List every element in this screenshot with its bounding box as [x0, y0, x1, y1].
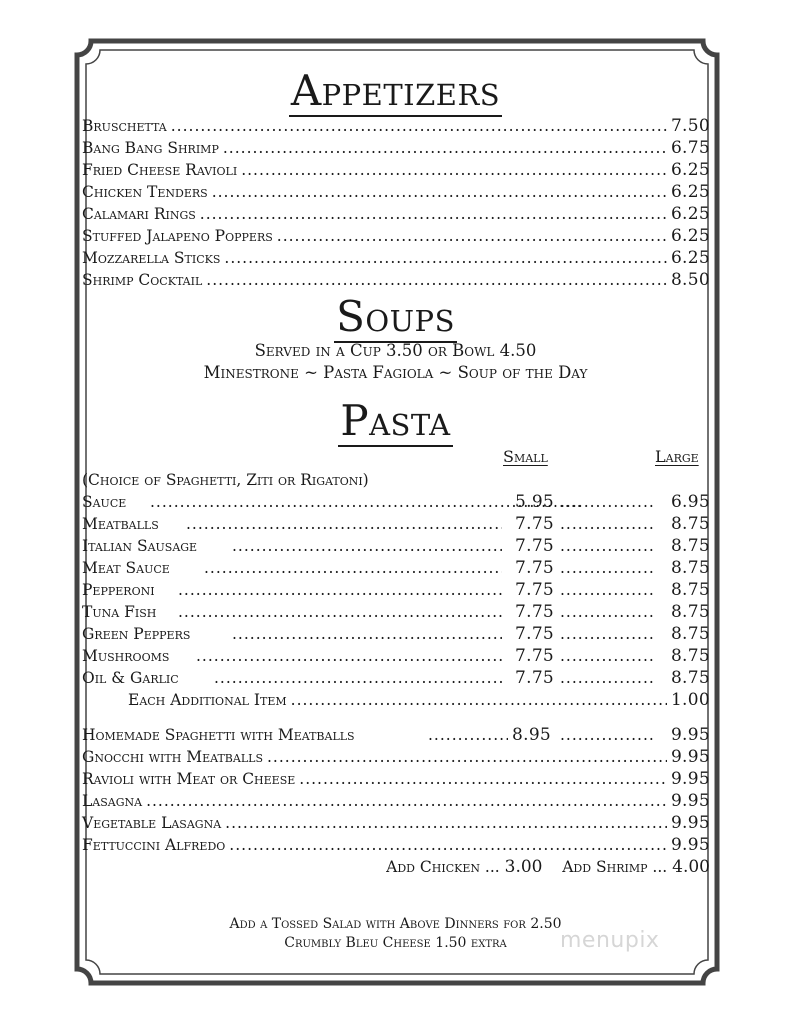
dot-leader	[232, 624, 502, 644]
item-name: Calamari Rings	[82, 205, 196, 223]
protein-addons	[386, 857, 710, 877]
add-shrimp-price: 4.00	[672, 857, 710, 877]
item-name: Ravioli with Meat or Cheese	[82, 770, 296, 788]
item-name: Sauce	[82, 493, 127, 511]
soups-heading: Soups	[336, 292, 455, 341]
dot-leader	[186, 514, 502, 534]
item-price-large: 8.75	[670, 602, 710, 622]
menu-item-fried-cheese-ravioli	[82, 160, 710, 180]
item-price: 6.25	[670, 182, 710, 202]
item-price: 9.95	[670, 835, 710, 855]
item-price-small: 7.75	[515, 514, 555, 534]
dot-leader	[214, 668, 502, 688]
column-header-large: Large	[655, 447, 699, 466]
dot-leader	[224, 248, 667, 268]
item-price-large: 9.95	[670, 725, 710, 745]
dot-leader	[241, 160, 667, 180]
footer-bleu-cheese-note: Crumbly Bleu Cheese 1.50 extra	[284, 935, 507, 951]
item-name: Lasagna	[82, 792, 143, 810]
pasta-item-pepperoni	[82, 580, 710, 600]
menu-item-calamari-rings	[82, 204, 710, 224]
pasta-item-sauce	[82, 492, 710, 512]
item-name: Oil & Garlic	[82, 669, 179, 687]
pasta-item-meat-sauce	[82, 558, 710, 578]
item-name: Italian Sausage	[82, 537, 198, 555]
dinner-item-vegetable-lasagna	[82, 813, 710, 833]
pasta-additional-item	[128, 690, 710, 710]
item-name: Homemade Spaghetti with Meatballs	[82, 726, 355, 744]
item-name: Tuna Fish	[82, 603, 157, 621]
dot-leader	[200, 204, 667, 224]
item-price-small: 7.75	[515, 558, 555, 578]
item-price: 1.00	[670, 690, 710, 710]
pasta-choice-note: (Choice of Spaghetti, Ziti or Rigatoni)	[82, 471, 369, 489]
menu-item-stuffed-jalapeno-poppers	[82, 226, 710, 246]
item-price-small: 7.75	[515, 624, 555, 644]
dot-leader	[229, 835, 667, 855]
item-price-large: 8.75	[670, 514, 710, 534]
dot-leader	[560, 602, 656, 622]
item-price: 9.95	[670, 813, 710, 833]
item-name: Fettuccini Alfredo	[82, 836, 226, 854]
soups-serving-info: Served in a Cup 3.50 or Bowl 4.50	[254, 341, 537, 360]
item-name: Pepperoni	[82, 581, 155, 599]
menu-item-shrimp-cocktail	[82, 270, 710, 290]
item-price: 8.50	[670, 270, 710, 290]
item-name: Meatballs	[82, 515, 159, 533]
dot-leader	[560, 536, 656, 556]
pasta-heading: Pasta	[340, 396, 451, 445]
dot-leader	[560, 646, 656, 666]
footer-salad-note: Add a Tossed Salad with Above Dinners for 2.50	[229, 916, 562, 932]
item-price-large: 8.75	[670, 558, 710, 578]
item-price: 6.75	[670, 138, 710, 158]
item-price: 6.25	[670, 160, 710, 180]
item-price-large: 6.95	[670, 492, 710, 512]
pasta-item-italian-sausage	[82, 536, 710, 556]
item-price-small: 7.75	[515, 580, 555, 600]
item-name: Mushrooms	[82, 647, 170, 665]
item-name: Chicken Tenders	[82, 183, 208, 201]
dot-leader	[560, 624, 656, 644]
item-name: Vegetable Lasagna	[82, 814, 222, 832]
dot-leader	[560, 492, 656, 512]
item-name: Meat Sauce	[82, 559, 170, 577]
dot-leader	[428, 725, 508, 745]
dot-leader	[277, 226, 667, 246]
item-price-small: 7.75	[515, 536, 555, 556]
dot-leader	[225, 813, 667, 833]
item-price-small: 7.75	[515, 646, 555, 666]
dot-leader	[178, 602, 502, 622]
add-chicken-price: 3.00	[504, 857, 543, 877]
item-name: Stuffed Jalapeno Poppers	[82, 227, 273, 245]
watermark-text: menupix	[560, 928, 660, 953]
dot-leader	[212, 182, 667, 202]
menu-item-mozzarella-sticks	[82, 248, 710, 268]
dinner-item-ravioli	[82, 769, 710, 789]
item-price-large: 8.75	[670, 646, 710, 666]
add-chicken-label: Add Chicken ...	[386, 858, 500, 876]
item-price: 6.25	[670, 226, 710, 246]
dinner-item-lasagna	[82, 791, 710, 811]
item-price: 9.95	[670, 791, 710, 811]
dot-leader	[267, 747, 667, 767]
item-price-small: 5.95	[515, 492, 555, 512]
appetizers-heading: Appetizers	[290, 66, 501, 115]
dot-leader	[560, 558, 656, 578]
dot-leader	[204, 558, 502, 578]
dot-leader	[291, 690, 667, 710]
pasta-item-tuna-fish	[82, 602, 710, 622]
menu-item-bang-bang-shrimp	[82, 138, 710, 158]
dinner-item-gnocchi	[82, 747, 710, 767]
item-price-large: 8.75	[670, 624, 710, 644]
pasta-item-oil-garlic	[82, 668, 710, 688]
soups-varieties: Minestrone ~ Pasta Fagiola ~ Soup of the Day	[203, 363, 588, 382]
dot-leader	[560, 725, 656, 745]
pasta-item-mushrooms	[82, 646, 710, 666]
dot-leader	[560, 668, 656, 688]
dot-leader	[178, 580, 502, 600]
column-header-small: Small	[503, 447, 548, 466]
item-name: Mozzarella Sticks	[82, 249, 221, 267]
item-price: 6.25	[670, 204, 710, 224]
pasta-item-green-peppers	[82, 624, 710, 644]
dot-leader	[223, 138, 667, 158]
item-price-large: 8.75	[670, 580, 710, 600]
item-price-small: 7.75	[515, 668, 555, 688]
menu-item-bruschetta	[82, 116, 710, 136]
pasta-item-meatballs	[82, 514, 710, 534]
dot-leader	[560, 514, 656, 534]
item-name: Bruschetta	[82, 117, 167, 135]
dinner-item-homemade-spaghetti	[82, 725, 710, 745]
item-price: 9.95	[670, 769, 710, 789]
item-price: 7.50	[670, 116, 710, 136]
item-price: 9.95	[670, 747, 710, 767]
item-name: Green Peppers	[82, 625, 191, 643]
dot-leader	[171, 116, 667, 136]
item-price-large: 8.75	[670, 536, 710, 556]
item-price: 6.25	[670, 248, 710, 268]
dinner-item-fettuccini-alfredo	[82, 835, 710, 855]
item-price-small: 7.75	[515, 602, 555, 622]
item-name: Gnocchi with Meatballs	[82, 748, 263, 766]
item-name: Bang Bang Shrimp	[82, 139, 219, 157]
dot-leader	[146, 791, 667, 811]
dot-leader	[299, 769, 667, 789]
add-shrimp-label: Add Shrimp ...	[562, 858, 668, 876]
item-price-large: 8.75	[670, 668, 710, 688]
dot-leader	[560, 580, 656, 600]
dot-leader	[206, 270, 667, 290]
dot-leader	[196, 646, 502, 666]
item-name: Shrimp Cocktail	[82, 271, 203, 289]
dot-leader	[232, 536, 502, 556]
menu-item-chicken-tenders	[82, 182, 710, 202]
item-name: Each Additional Item	[128, 691, 287, 709]
item-price-small: 8.95	[512, 725, 552, 745]
item-name: Fried Cheese Ravioli	[82, 161, 238, 179]
